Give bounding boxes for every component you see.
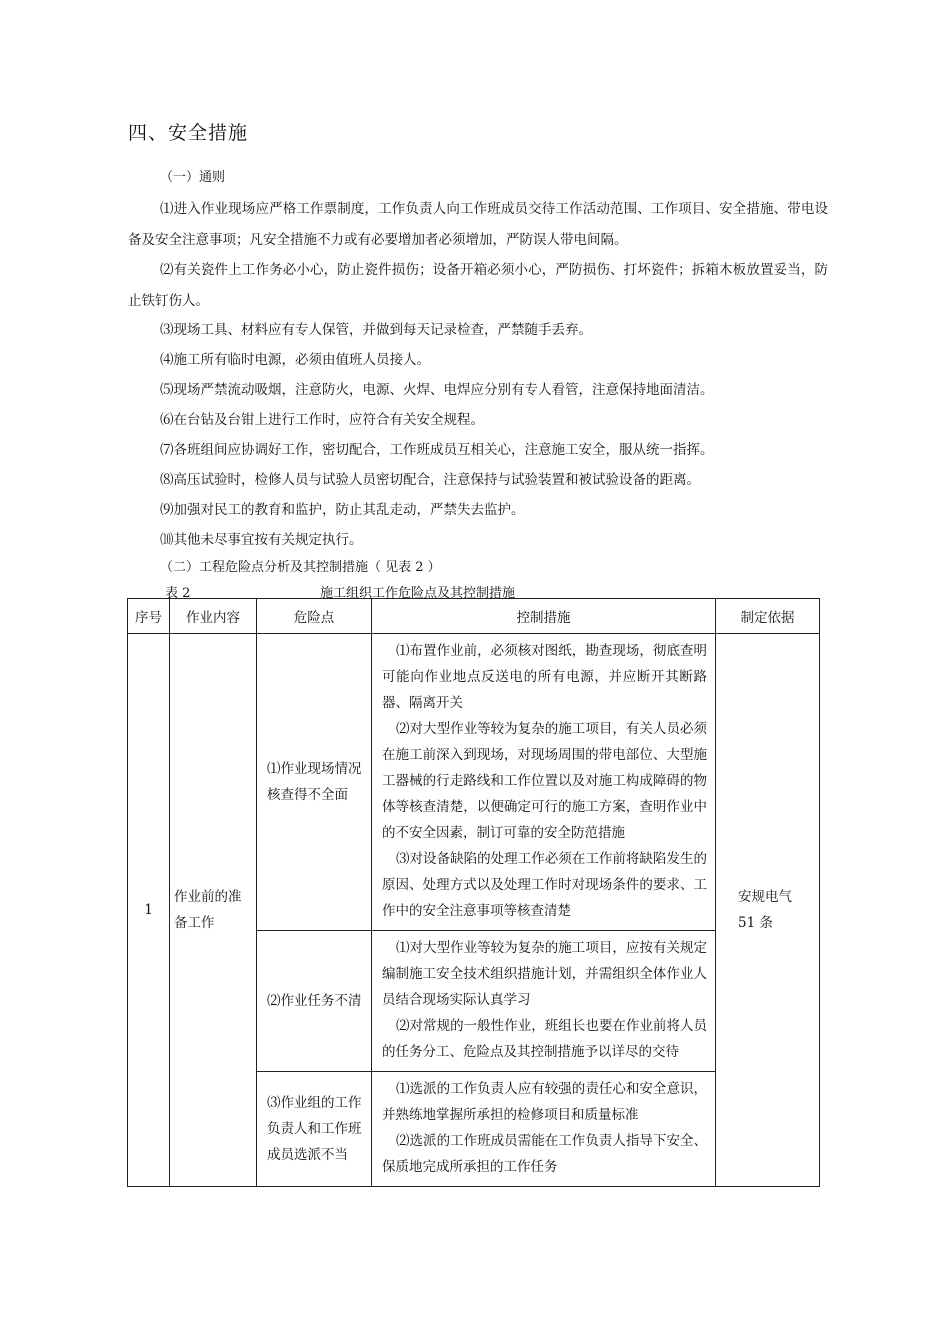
table-header-row	[128, 599, 820, 634]
hazard-1: ⑴作业现场情况核查得不全面	[257, 634, 372, 931]
header-hazard: 危险点	[257, 599, 372, 634]
table-row	[128, 634, 820, 931]
general-item-2: ⑵有关瓷件上工作务必小心，防止瓷件损伤；设备开箱必须小心，严防损伤、打坏瓷件；拆箱木板放置妥当，防止铁钉伤人。	[128, 262, 828, 309]
measure-3-2: ⑵选派的工作班成员需能在工作负责人指导下安全、保质地完成所承担的工作任务	[382, 1133, 707, 1175]
measure-2-2: ⑵对常规的一般性作业，班组长也要在作业前将人员的任务分工、危险点及其控制措施予以详尽的交待	[382, 1018, 707, 1060]
hazard-table	[127, 598, 820, 1187]
measure-1-2: ⑵对大型作业等较为复杂的施工项目，有关人员必须在施工前深入到现场，对现场周围的带电部位、大型施工器械的行走路线和工作位置以及对施工构成障碍的物体等核查清楚，以便确定可行的施工方案，查明作业中的不安全因素，制订可靠的安全防范措施	[382, 721, 707, 841]
header-seq: 序号	[128, 599, 170, 634]
hazard-3: ⑶作业组的工作负责人和工作班成员选派不当	[257, 1072, 372, 1187]
row-seq: 1	[128, 634, 170, 1187]
section-heading: 四、安全措施	[128, 122, 249, 144]
general-item-7: ⑺各班组间应协调好工作，密切配合，工作班成员互相关心，注意施工安全，服从统一指挥。	[160, 442, 714, 458]
general-item-5: ⑸现场严禁流动吸烟，注意防火，电源、火焊、电焊应分别有专人看管，注意保持地面清洁。	[160, 382, 714, 398]
general-item-3: ⑶现场工具、材料应有专人保管，并做到每天记录检查，严禁随手丢弃。	[160, 322, 592, 338]
row-basis: 安规电气 51 条	[716, 634, 820, 1187]
measure-2-1: ⑴对大型作业等较为复杂的施工项目，应按有关规定编制施工安全技术组织措施计划，并需组织全体作业人员结合现场实际认真学习	[382, 940, 707, 1008]
general-item-4: ⑷施工所有临时电源，必须由值班人员接人。	[160, 352, 430, 368]
general-item-8: ⑻高压试验时，检修人员与试验人员密切配合，注意保持与试验装置和被试验设备的距离。	[160, 472, 700, 488]
measures-3	[372, 1072, 716, 1187]
measure-1-1: ⑴布置作业前，必须核对图纸，勘查现场，彻底查明可能向作业地点反送电的所有电源，并应断开其断路器、隔离开关	[382, 643, 707, 711]
header-content: 作业内容	[170, 599, 257, 634]
measure-3-1: ⑴选派的工作负责人应有较强的责任心和安全意识，并熟练地掌握所承担的检修项目和质量标准	[382, 1081, 707, 1123]
row-content: 作业前的准备工作	[170, 634, 257, 1187]
hazard-2: ⑵作业任务不清	[257, 931, 372, 1072]
general-item-9: ⑼加强对民工的教育和监护，防止其乱走动，严禁失去监护。	[160, 502, 525, 518]
measures-1	[372, 634, 716, 931]
measures-2	[372, 931, 716, 1072]
table-title: 施工组织工作危险点及其控制措施	[320, 586, 516, 601]
table-label: 表 2	[165, 586, 191, 601]
header-basis: 制定依据	[716, 599, 820, 634]
measure-1-3: ⑶对设备缺陷的处理工作必须在工作前将缺陷发生的原因、处理方式以及处理工作时对现场条件的要求、工作中的安全注意事项等核查清楚	[382, 851, 707, 919]
general-item-1: ⑴进入作业现场应严格工作票制度，工作负责人向工作班成员交待工作活动范围、工作项目、安全措施、带电设备及安全注意事项；凡安全措施不力或有必要增加者必须增加，严防误人带电间隔。	[128, 201, 828, 248]
header-measures: 控制措施	[372, 599, 716, 634]
hazard-subheading: （二）工程危险点分析及其控制措施（ 见表 2 ）	[160, 560, 441, 575]
general-item-6: ⑹在台钻及台钳上进行工作时，应符合有关安全规程。	[160, 412, 484, 428]
general-subheading: （一）通则	[160, 170, 226, 185]
general-item-10: ⑽其他未尽事宜按有关规定执行。	[160, 532, 363, 548]
